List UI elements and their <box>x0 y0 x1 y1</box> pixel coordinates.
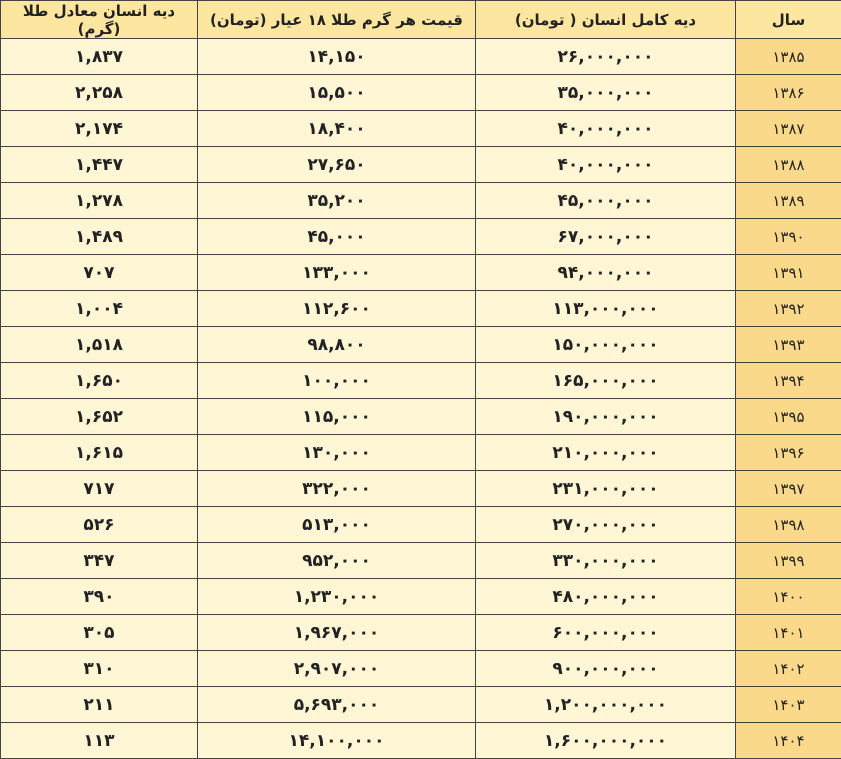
table-row <box>1 219 841 255</box>
gold-price-cell: ۱,۲۳۰,۰۰۰ <box>198 579 476 615</box>
diyeh-cell: ۴۸۰,۰۰۰,۰۰۰ <box>476 579 736 615</box>
gold-price-cell: ۱۸,۴۰۰ <box>198 111 476 147</box>
diyeh-cell: ۴۵,۰۰۰,۰۰۰ <box>476 183 736 219</box>
gold-price-cell: ۱,۹۶۷,۰۰۰ <box>198 615 476 651</box>
diyeh-gold-cell: ۵۲۶ <box>1 507 198 543</box>
table-row <box>1 435 841 471</box>
table-row <box>1 399 841 435</box>
gold-price-cell: ۳۲۲,۰۰۰ <box>198 471 476 507</box>
table-row <box>1 255 841 291</box>
diyeh-cell: ۹۰۰,۰۰۰,۰۰۰ <box>476 651 736 687</box>
table-row <box>1 75 841 111</box>
diyeh-cell: ۱,۲۰۰,۰۰۰,۰۰۰ <box>476 687 736 723</box>
gold-price-cell: ۱۳۰,۰۰۰ <box>198 435 476 471</box>
diyeh-gold-cell: ۷۰۷ <box>1 255 198 291</box>
diyeh-gold-cell: ۱,۸۳۷ <box>1 39 198 75</box>
gold-price-cell: ۲۷,۶۵۰ <box>198 147 476 183</box>
header-row <box>1 1 841 39</box>
diyeh-cell: ۹۴,۰۰۰,۰۰۰ <box>476 255 736 291</box>
year-cell: ۱۳۸۶ <box>736 75 841 111</box>
table-row <box>1 39 841 75</box>
header-year: سال <box>736 1 841 39</box>
table-row <box>1 507 841 543</box>
diyeh-gold-cell: ۳۴۷ <box>1 543 198 579</box>
diyeh-cell: ۲۷۰,۰۰۰,۰۰۰ <box>476 507 736 543</box>
header-diyeh: دیه کامل انسان ( تومان) <box>476 1 736 39</box>
table-row <box>1 327 841 363</box>
year-cell: ۱۴۰۳ <box>736 687 841 723</box>
diyeh-gold-cell: ۱,۲۷۸ <box>1 183 198 219</box>
diyeh-gold-cell: ۲,۱۷۴ <box>1 111 198 147</box>
gold-price-cell: ۵,۶۹۳,۰۰۰ <box>198 687 476 723</box>
gold-price-cell: ۱۳۳,۰۰۰ <box>198 255 476 291</box>
table-row <box>1 687 841 723</box>
diyeh-cell: ۳۵,۰۰۰,۰۰۰ <box>476 75 736 111</box>
diyeh-cell: ۱,۶۰۰,۰۰۰,۰۰۰ <box>476 723 736 759</box>
diyeh-cell: ۳۳۰,۰۰۰,۰۰۰ <box>476 543 736 579</box>
gold-price-cell: ۱۱۵,۰۰۰ <box>198 399 476 435</box>
diyeh-cell: ۲۶,۰۰۰,۰۰۰ <box>476 39 736 75</box>
diyeh-cell: ۶۷,۰۰۰,۰۰۰ <box>476 219 736 255</box>
diyeh-cell: ۱۵۰,۰۰۰,۰۰۰ <box>476 327 736 363</box>
year-cell: ۱۴۰۴ <box>736 723 841 759</box>
gold-price-cell: ۳۵,۲۰۰ <box>198 183 476 219</box>
diyeh-cell: ۴۰,۰۰۰,۰۰۰ <box>476 111 736 147</box>
diyeh-gold-cell: ۷۱۷ <box>1 471 198 507</box>
year-cell: ۱۳۹۸ <box>736 507 841 543</box>
diyeh-cell: ۲۱۰,۰۰۰,۰۰۰ <box>476 435 736 471</box>
diyeh-gold-cell: ۱,۴۴۷ <box>1 147 198 183</box>
table-row <box>1 471 841 507</box>
diyeh-cell: ۲۳۱,۰۰۰,۰۰۰ <box>476 471 736 507</box>
diyeh-gold-cell: ۱,۶۱۵ <box>1 435 198 471</box>
gold-price-cell: ۲,۹۰۷,۰۰۰ <box>198 651 476 687</box>
diyeh-gold-cell: ۱,۴۸۹ <box>1 219 198 255</box>
gold-price-cell: ۹۵۲,۰۰۰ <box>198 543 476 579</box>
gold-price-cell: ۹۸,۸۰۰ <box>198 327 476 363</box>
year-cell: ۱۳۹۲ <box>736 291 841 327</box>
year-cell: ۱۴۰۲ <box>736 651 841 687</box>
header-diyeh-gold: دیه انسان معادل طلا (گرم) <box>1 1 198 39</box>
gold-price-cell: ۵۱۳,۰۰۰ <box>198 507 476 543</box>
year-cell: ۱۴۰۰ <box>736 579 841 615</box>
gold-price-cell: ۱۰۰,۰۰۰ <box>198 363 476 399</box>
table-row <box>1 147 841 183</box>
year-cell: ۱۳۸۵ <box>736 39 841 75</box>
year-cell: ۱۳۸۸ <box>736 147 841 183</box>
table-row <box>1 291 841 327</box>
table-row <box>1 111 841 147</box>
header-gold-price: قیمت هر گرم طلا ۱۸ عیار (تومان) <box>198 1 476 39</box>
diyeh-gold-cell: ۲۱۱ <box>1 687 198 723</box>
diyeh-gold-cell: ۱,۰۰۴ <box>1 291 198 327</box>
year-cell: ۱۳۹۱ <box>736 255 841 291</box>
year-cell: ۱۳۸۷ <box>736 111 841 147</box>
diyeh-gold-cell: ۳۹۰ <box>1 579 198 615</box>
diyeh-gold-cell: ۲,۲۵۸ <box>1 75 198 111</box>
table-row <box>1 723 841 759</box>
gold-price-cell: ۱۴,۱۰۰,۰۰۰ <box>198 723 476 759</box>
year-cell: ۱۳۹۷ <box>736 471 841 507</box>
year-cell: ۱۳۹۰ <box>736 219 841 255</box>
table-row <box>1 543 841 579</box>
diyeh-gold-cell: ۱۱۳ <box>1 723 198 759</box>
diyeh-gold-cell: ۳۰۵ <box>1 615 198 651</box>
year-cell: ۱۳۹۳ <box>736 327 841 363</box>
table-row <box>1 579 841 615</box>
diyeh-gold-cell: ۱,۵۱۸ <box>1 327 198 363</box>
table-row <box>1 363 841 399</box>
diyeh-cell: ۶۰۰,۰۰۰,۰۰۰ <box>476 615 736 651</box>
year-cell: ۱۴۰۱ <box>736 615 841 651</box>
year-cell: ۱۳۹۴ <box>736 363 841 399</box>
gold-price-cell: ۴۵,۰۰۰ <box>198 219 476 255</box>
gold-price-cell: ۱۴,۱۵۰ <box>198 39 476 75</box>
diyeh-cell: ۴۰,۰۰۰,۰۰۰ <box>476 147 736 183</box>
year-cell: ۱۳۹۹ <box>736 543 841 579</box>
diyeh-cell: ۱۶۵,۰۰۰,۰۰۰ <box>476 363 736 399</box>
diyeh-gold-cell: ۳۱۰ <box>1 651 198 687</box>
year-cell: ۱۳۹۵ <box>736 399 841 435</box>
year-cell: ۱۳۹۶ <box>736 435 841 471</box>
table-row <box>1 615 841 651</box>
diyeh-cell: ۱۹۰,۰۰۰,۰۰۰ <box>476 399 736 435</box>
year-cell: ۱۳۸۹ <box>736 183 841 219</box>
gold-price-cell: ۱۵,۵۰۰ <box>198 75 476 111</box>
table-row <box>1 651 841 687</box>
table-row <box>1 183 841 219</box>
gold-price-cell: ۱۱۲,۶۰۰ <box>198 291 476 327</box>
diyeh-cell: ۱۱۳,۰۰۰,۰۰۰ <box>476 291 736 327</box>
diyeh-gold-cell: ۱,۶۵۰ <box>1 363 198 399</box>
diyeh-gold-cell: ۱,۶۵۲ <box>1 399 198 435</box>
